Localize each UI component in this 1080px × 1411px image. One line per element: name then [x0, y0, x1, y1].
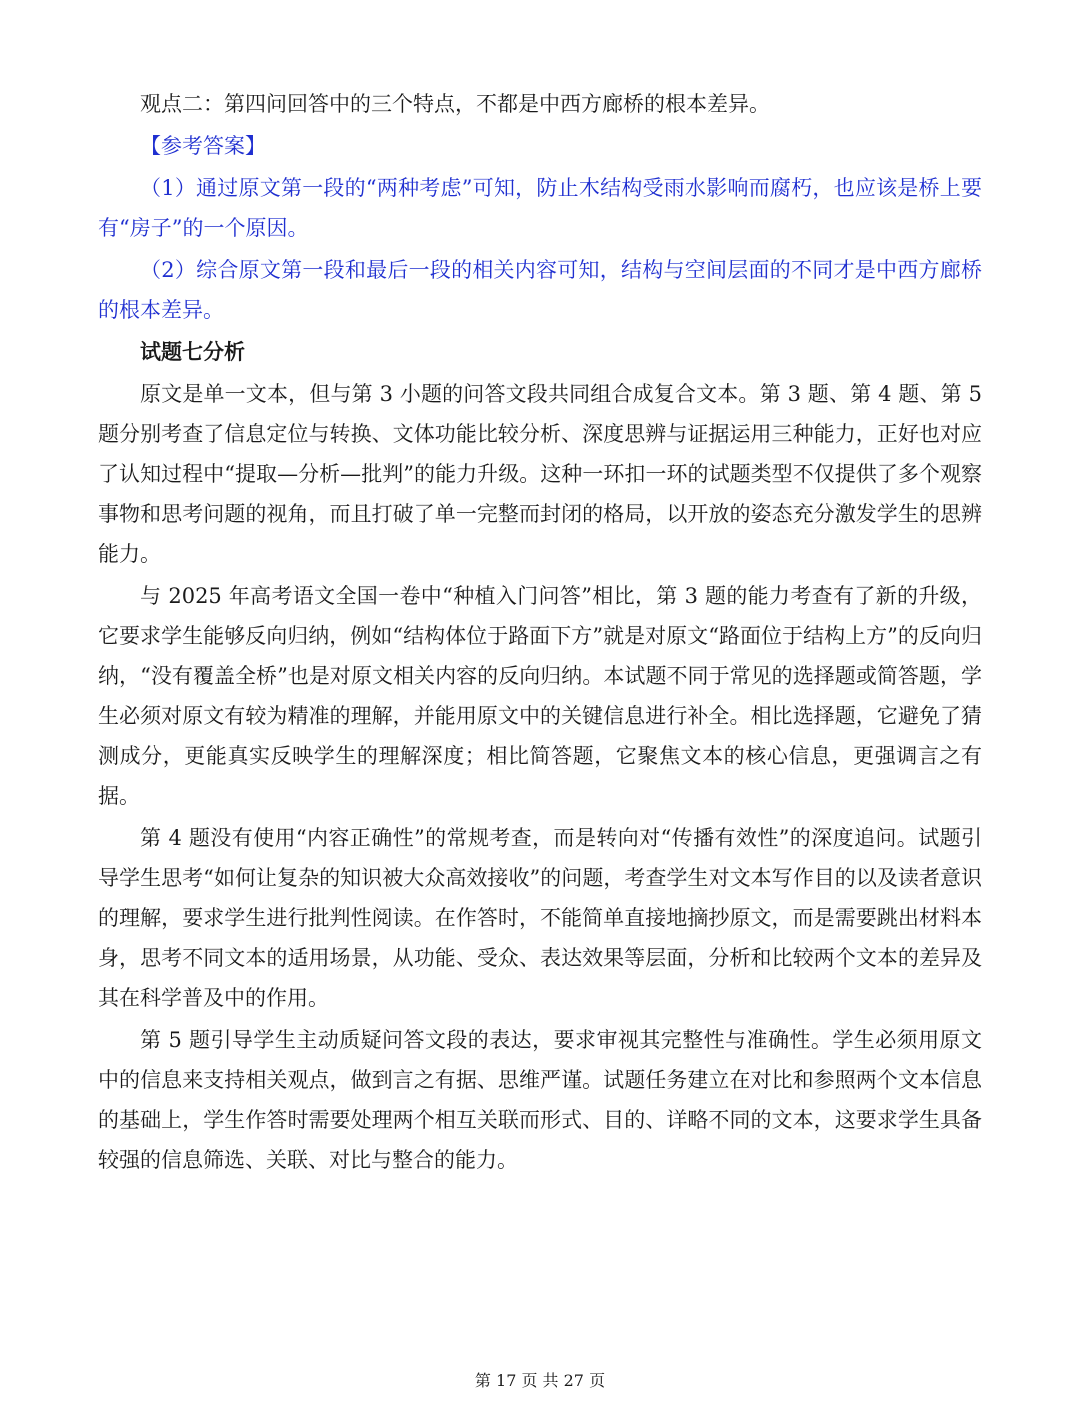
answer-item-2: （2）综合原文第一段和最后一段的相关内容可知，结构与空间层面的不同才是中西方廊桥的根本差异。	[98, 258, 982, 322]
answer-heading: 【参考答案】	[140, 134, 266, 158]
analysis-paragraph-3: 第 4 题没有使用“内容正确性”的常规考查，而是转向对“传播有效性”的深度追问。试题引导学生思考“如何让复杂的知识被大众高效接收”的问题，考查学生对文本写作目的以及读者意识的理解，要求学生进行批判性阅读。在作答时，不能简单直接地摘抄原文，而是需要跳出材料本身，思考不同文本的适用场景，从功能、受众、表达效果等层面，分析和比较两个文本的差异及其在科学普及中的作用。	[98, 826, 982, 1010]
answer-item-1: （1）通过原文第一段的“两种考虑”可知，防止木结构受雨水影响而腐朽，也应该是桥上要有“房子”的一个原因。	[98, 176, 982, 240]
analysis-paragraph-1: 原文是单一文本，但与第 3 小题的问答文段共同组合成复合文本。第 3 题、第 4 题、第 5 题分别考查了信息定位与转换、文体功能比较分析、深度思辨与证据运用三种能力，正好也对应了认知过程中“提取—分析—批判”的能力升级。这种一环扣一环的试题类型不仅提供了多个观察事物和思考问题的视角，而且打破了单一完整而封闭的格局，以开放的姿态充分激发学生的思辨能力。	[98, 382, 982, 566]
analysis-heading: 试题七分析	[140, 339, 245, 364]
page-number-footer: 第 17 页 共 27 页	[474, 1371, 606, 1390]
document-page	[98, 84, 982, 1182]
viewpoint-two: 观点二：第四问回答中的三个特点，不都是中西方廊桥的根本差异。	[140, 92, 770, 116]
analysis-paragraph-4: 第 5 题引导学生主动质疑问答文段的表达，要求审视其完整性与准确性。学生必须用原文中的信息来支持相关观点，做到言之有据、思维严谨。试题任务建立在对比和参照两个文本信息的基础上，学生作答时需要处理两个相互关联而形式、目的、详略不同的文本，这要求学生具备较强的信息筛选、关联、对比与整合的能力。	[98, 1028, 982, 1172]
analysis-paragraph-2: 与 2025 年高考语文全国一卷中“种植入门问答”相比，第 3 题的能力考查有了新的升级，它要求学生能够反向归纳，例如“结构体位于路面下方”就是对原文“路面位于结构上方”的反向归纳，“没有覆盖全桥”也是对原文相关内容的反向归纳。本试题不同于常见的选择题或简答题，学生必须对原文有较为精准的理解，并能用原文中的关键信息进行补全。相比选择题，它避免了猜测成分，更能真实反映学生的理解深度；相比简答题，它聚焦文本的核心信息，更强调言之有据。	[98, 584, 982, 808]
